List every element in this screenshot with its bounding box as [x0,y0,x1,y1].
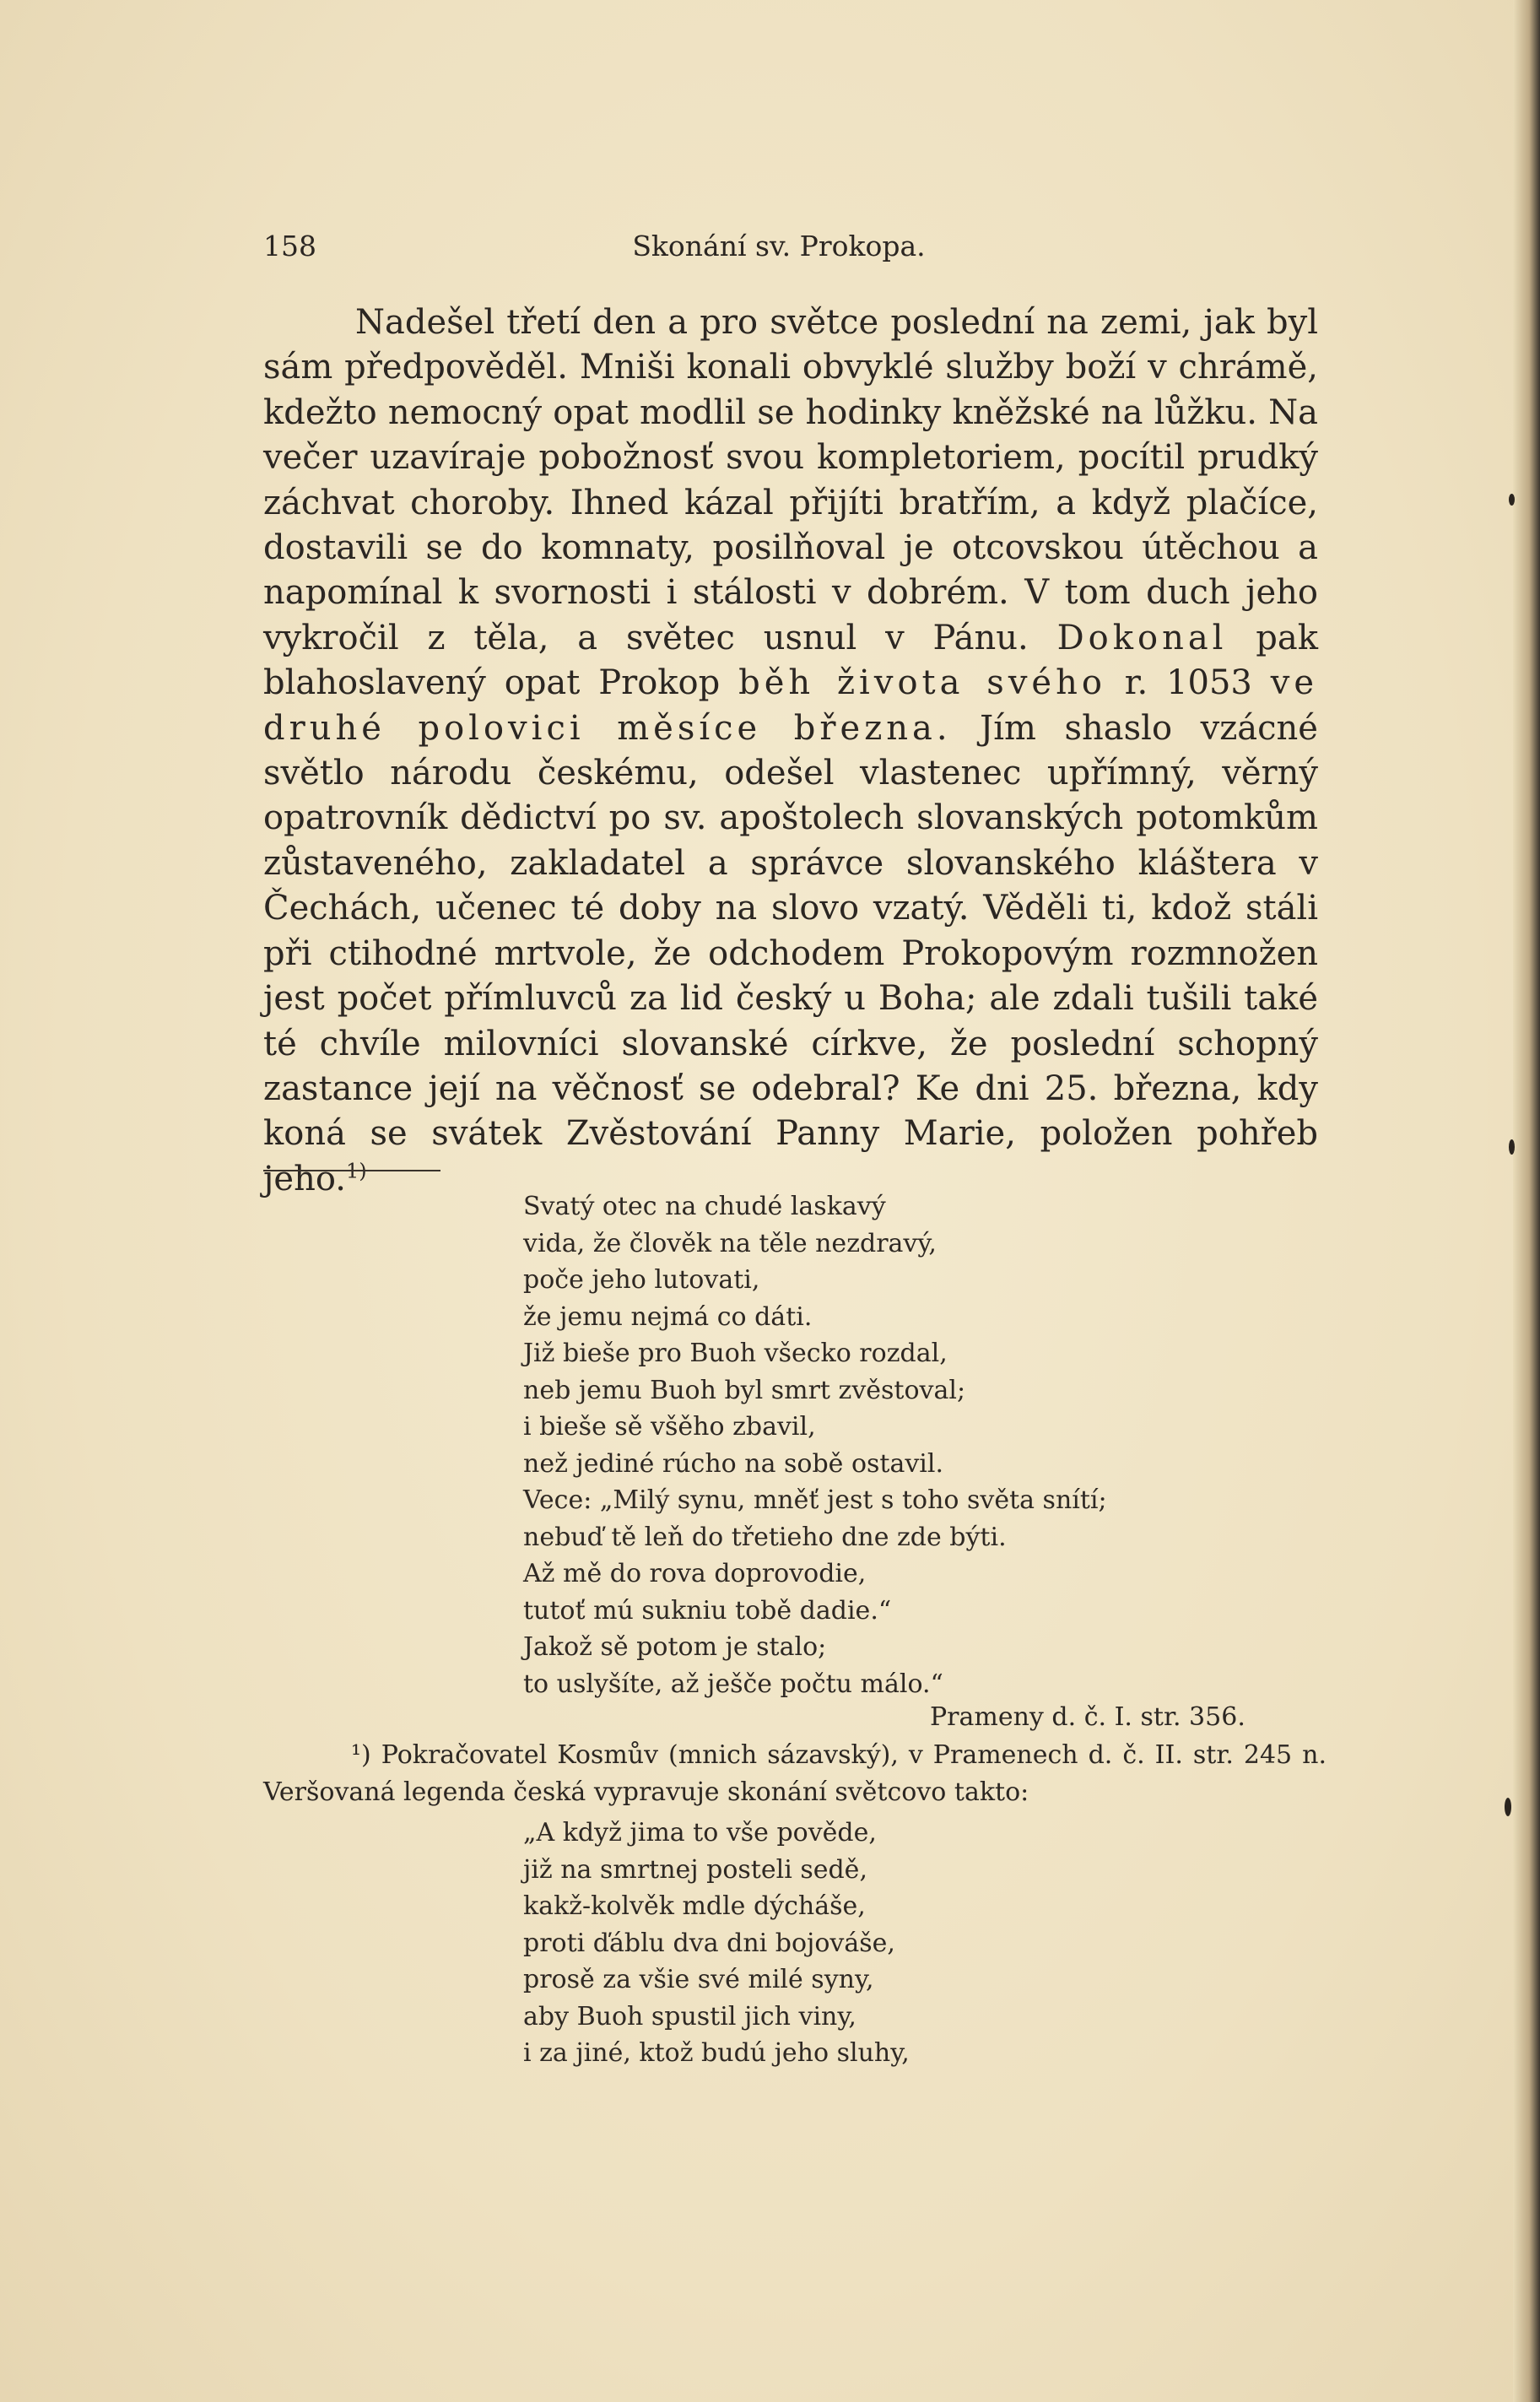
footnote-divider [263,1170,440,1171]
verse-line: Svatý otec na chudé laskavý [523,1192,886,1221]
verse-line: neb jemu Buoh byl smrt zvěstoval; [523,1375,966,1405]
verse-line: aby Buoh spustil jich viny, [523,2001,856,2031]
verse-line: prosě za všie své milé syny, [523,1965,874,1994]
verse-line: Vece: „Milý synu, mněť jest s toho světa snítí; [523,1485,1107,1515]
verse-line: „A když jima to vše pověde, [523,1818,877,1847]
page-edge [1513,0,1540,2402]
spaced-emphasis: běh života svého [738,663,1106,703]
footnote [263,1737,1327,1811]
ink-speck [1509,494,1515,506]
ink-speck [1505,1798,1511,1816]
page-number: 158 [263,230,316,262]
verse-line: Již bieše pro Buoh všecko rozdal, [523,1339,948,1368]
verse-line: Až mě do rova doprovodie, [523,1559,867,1588]
verse-line: proti ďáblu dva dni bojováše, [523,1928,895,1958]
verse-line: že jemu nejmá co dáti. [523,1301,813,1332]
verse-line: to uslyšíte, až ješče počtu málo.“ [523,1669,943,1699]
footnote-body: Pokračovatel Kosmův (mnich sázavský), v Pramenech d. č. II. str. 245 n. Veršovaná legenda česká vypravuje skonání světcovo takto: [263,1740,1327,1807]
text-segment: Jím shaslo vzácné světlo národu českému, odešel vlastenec upřímný, věrný opatrovník dědictví po sv. apoštolech slovanských potomkům zůstaveného, zakladatel a správce slovanského kláštera v Čechách, učenec té doby na slovo vzatý. Věděli ti, kdož stáli při ctihodné mrtvole, že odchodem Prokopovým rozmnožen jest počet přímluvců za lid český u Boha; ale zdali tušili také té chvíle milovníci slovanské církve, že poslední schopný zastance její na věčnosť se odebral? Ke dni 25. března, kdy koná se svátek Zvěstování Panny Marie, položen pohřeb jeho. [263,708,1318,1198]
spaced-emphasis: ve druhé polovici měsíce března. [263,663,1319,748]
text-segment: pak blahoslavený opat Prokop [263,618,1318,703]
verse-line: již na smrtnej posteli sedě, [523,1854,867,1885]
verse-line: tutoť mú sukniu tobě dadie.“ [523,1595,892,1626]
spaced-emphasis: Dokonal [1056,618,1228,657]
verse-line: Jakož sě potom je stalo; [523,1632,827,1662]
verse-line: poče jeho lutovati, [523,1265,760,1295]
main-paragraph [263,300,1318,1202]
verse-line: nebuď tě leň do třetieho dne zde býti. [523,1522,1007,1552]
text-segment: Nadešel třetí den a pro světce poslední na zemi, jak byl sám předpověděl. Mniši konali obvyklé služby boží v chrámě, kdežto nemocný opat modlil se hodinky kněžské na lůžku. Na večer uzavíraje pobožnosť svou kompletoriem, pocítil prudký záchvat choroby. Ihned kázal přijíti bratřím, a když plačíce, dostavili se do komnaty, posilňoval je otcovskou útěchou a napomínal k svornosti i stálosti v dobrém. V tom duch jeho vykročil z těla, a světec usnul v Pánu. [263,303,1318,657]
footnote-reference: 1) [345,1159,367,1183]
text-segment: r. 1053 [1124,663,1252,703]
ink-speck [1509,1139,1515,1155]
verse-line: i za jiné, ktož budú jeho sluhy, [523,2038,910,2068]
footnote-marker: ¹) [351,1740,371,1770]
verse-line: než jediné rúcho na sobě ostavil. [523,1448,944,1479]
verse-line: i bieše sě všěho zbavil, [523,1412,816,1442]
source-citation: Prameny d. č. I. str. 356. [930,1702,1246,1732]
verse-quotation [523,1188,1107,1702]
verse-quotation-footnote [523,1815,910,2072]
running-head [263,230,1294,270]
verse-line: kakž-kolvěk mdle dýcháše, [523,1891,866,1921]
main-text [263,300,1318,1202]
verse-line: vida, že člověk na těle nezdravý, [523,1228,937,1258]
running-title: Skonání sv. Prokopa. [632,230,926,262]
